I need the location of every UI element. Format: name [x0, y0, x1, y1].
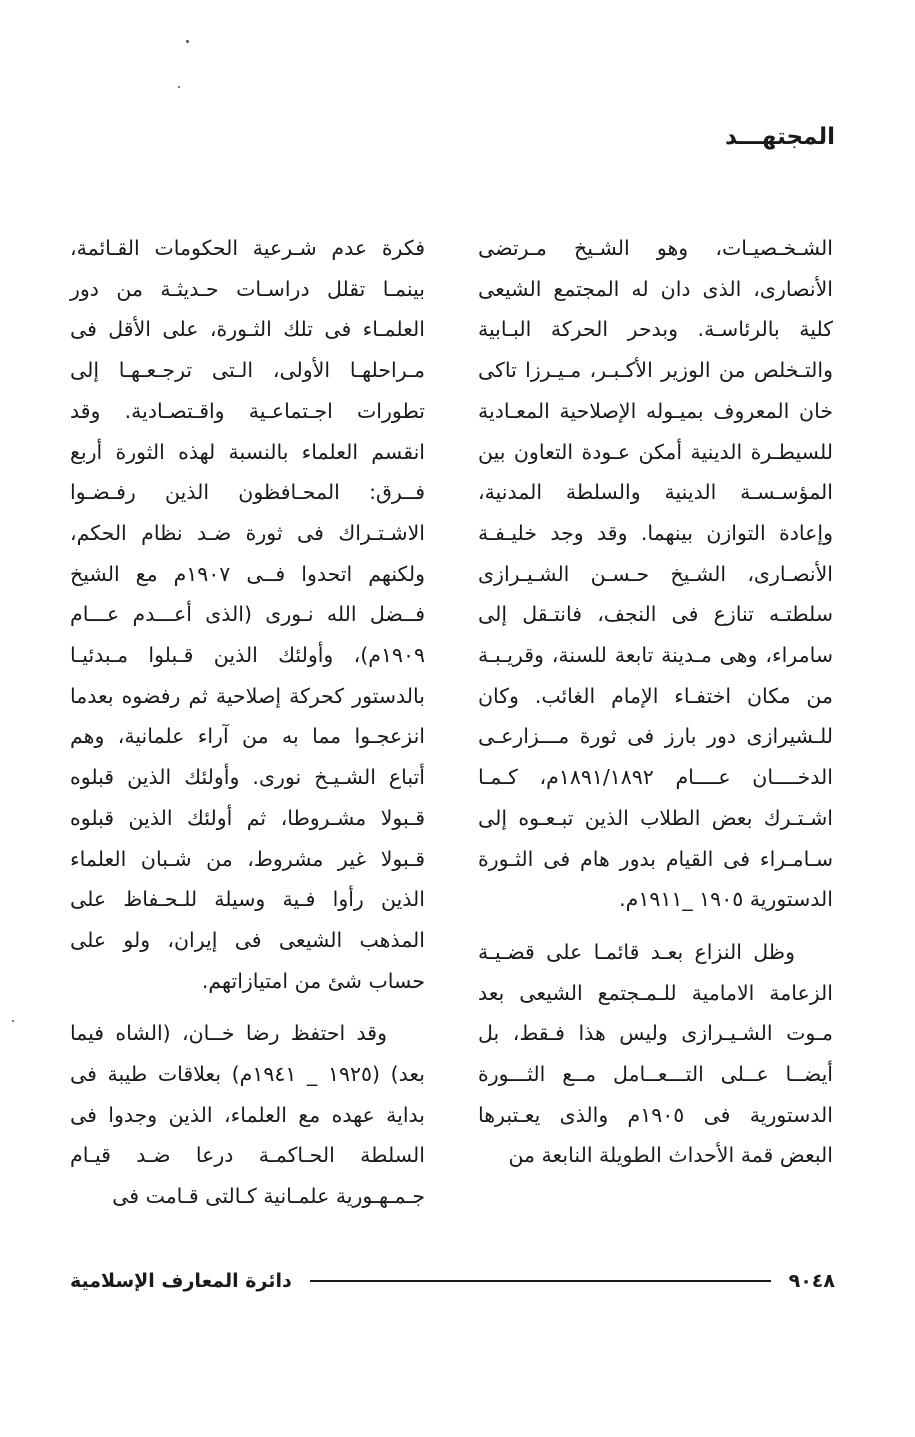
left-column: [70, 228, 425, 1217]
scan-speck: [178, 86, 180, 88]
page-number: ٩٠٤٨: [788, 1270, 835, 1292]
paragraph: وظل النزاع بعـد قائمـا على قضـيـة الزعامة الامامية للـمـجتمع الشيعى بعد مـوت الشـيـرازى وليس هذا فـقط، بل أيضــا عــلى التـــعــامل مــع الثـــورة الدستورية فى ١٩٠٥م والذى يعـتبرها البعض قمة الأحداث الطويلة النابعة من: [478, 939, 833, 1168]
paragraph: فكرة عدم شـرعية الحكومات القـائمة، بينمـا تقلل دراسـات حـديثـة من دور العلمـاء فى تلك الثـورة، على الأقل فى مـراحلهـا الأولى، الـتى ترجـعـهـا إلى تطورات اجـتماعـية واقـتصـادية. وقد انقسم العلماء بالنسبة لهذه الثورة أربع فــرق: المحـافظون الذين رفـضـوا الاشـتـراك فى ثورة ضـد نظام الحكم، ولكنهم اتحدوا فــى ١٩٠٧م مع الشيخ فــضل الله نـورى (الذى أعـــدم عـــام ١٩٠٩م)، وأولئك الذين قـبلوا مـبدئيـا بالدستور كحركة إصلاحية ثم رفضوه بعدما انزعجـوا مما به من آراء علمانية، وهم أتباع الشـيـخ نورى. وأولئك الذين قبلوه قـبولا مشـروطا، ثم أولئك الذين قبلوه قـبولا غير مشروط، من شـبان العلماء الذين رأوا فـية وسيلة للـحـفاظ على المذهب الشيعى فى إيران، ولو على حساب شئ من امتيازاتهم.: [70, 236, 425, 993]
right-column: [478, 228, 833, 1176]
scan-speck: [186, 40, 189, 43]
scan-speck: [12, 1020, 14, 1022]
footer-rule: [310, 1280, 771, 1282]
paragraph: الشـخـصيـات، وهو الشـيخ مـرتضى الأنصارى، الذى دان له المجتمع الشيعى كلية بالرئاسـة. وبدحر الحركة البـابية والتـخلص من الوزير الأكـبـر، مـيـرزا تاكى خان المعروف بميـوله الإصلاحية المعـادية للسيطـرة الدينية أمكن عـودة التعاون بين المؤسـسـة الدينية والسلطة المدنية، وإعادة التوازن بينهما. وقد وجد خليـفـة الأنصـارى، الشـيخ حـسـن الشـيـرازى سلطتـه تنازع فى النجف، فانتـقل إلى سامراء، وهى مـدينة تابعة للسنة، وقريـبـة من مكان اختفـاء الإمام الغائب. وكان للـشيرازى دور بارز فى ثورة مـــزارعـى الدخــــان عــــام ١٨٩١/١٨٩٢م، كـمـا اشـتـرك بعض الطلاب الذين تبـعـوه إلى سـامـراء فى القيام بدور هام فى الثـورة الدستورية ١٩٠٥ _١٩١١م.: [478, 236, 833, 912]
running-header: المجتهـــد: [725, 124, 835, 150]
page-footer: [70, 1266, 835, 1296]
paragraph: وقد احتفظ رضا خــان، (الشاه فيما بعد) (١٩٢٥ _ ١٩٤١م) بعلاقات طيبة فى بداية عهده مع العلماء، الذين وجدوا فى السلطة الحـاكمـة درعا ضـد قيـام جـمـهـورية علمـانية كـالتى قـامت فى: [70, 1021, 425, 1209]
book-title: دائرة المعارف الإسلامية: [70, 1270, 292, 1292]
